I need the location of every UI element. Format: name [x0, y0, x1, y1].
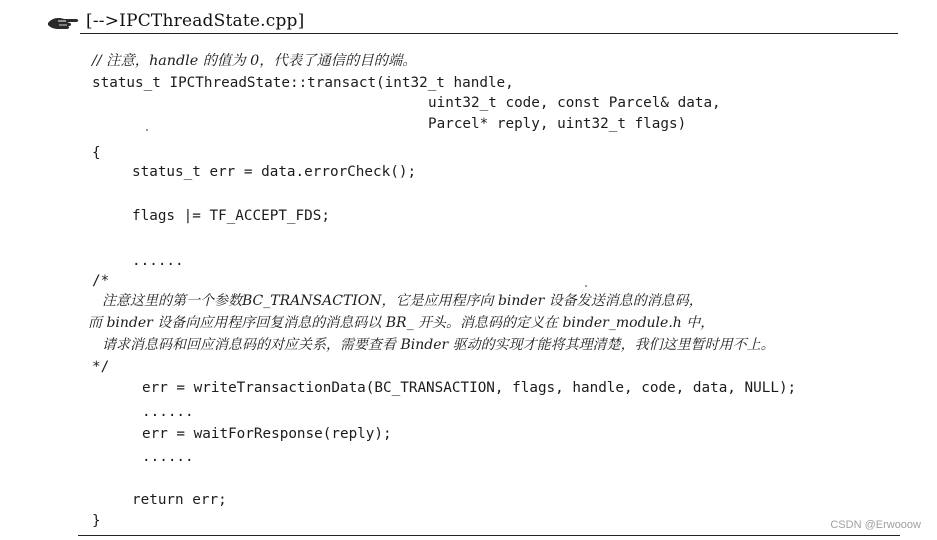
code-line-transact-params-end: Parcel* reply, uint32_t flags) — [428, 116, 687, 132]
watermark: CSDN @Erwooow — [830, 519, 921, 531]
code-comment-line: 注意这里的第一个参数BC_TRANSACTION，它是应用程序向 binder 设备发送消息的消息码， — [102, 293, 703, 309]
code-line-return: return err; — [132, 492, 227, 508]
code-line-transact-params: uint32_t code, const Parcel& data, — [428, 95, 721, 111]
code-ellipsis: ...... — [142, 449, 194, 465]
pointing-hand-icon — [46, 9, 82, 33]
file-title: [-->IPCThreadState.cpp] — [86, 11, 305, 31]
file-header — [46, 8, 304, 34]
code-ellipsis: ...... — [132, 253, 184, 269]
code-comment-line: 请求消息码和回应消息码的对应关系，需要查看 Binder 驱动的实现才能将其理清楚，我们这里暂时用不上。 — [102, 337, 775, 353]
code-open-brace: { — [92, 145, 101, 161]
top-divider — [80, 33, 898, 34]
code-line-transact-signature: status_t IPCThreadState::transact(int32_t handle, — [92, 75, 514, 91]
code-line-flags: flags |= TF_ACCEPT_FDS; — [132, 208, 330, 224]
bottom-divider — [78, 535, 900, 536]
code-comment-handle: // 注意，handle 的值为 0，代表了通信的目的端。 — [92, 53, 417, 69]
code-comment-line: 而 binder 设备向应用程序回复消息的消息码以 BR_ 开头。消息码的定义在 binder_module.h 中， — [88, 315, 715, 331]
code-close-brace: } — [92, 513, 101, 529]
code-comment-open: /* — [92, 273, 110, 289]
print-speck — [585, 285, 587, 287]
code-line-wait-response: err = waitForResponse(reply); — [142, 426, 392, 442]
code-line-error-check: status_t err = data.errorCheck(); — [132, 164, 417, 180]
code-ellipsis: ...... — [142, 404, 194, 420]
print-speck — [146, 129, 148, 131]
code-comment-close: */ — [92, 359, 110, 375]
code-line-write-transaction: err = writeTransactionData(BC_TRANSACTION, flags, handle, code, data, NULL); — [142, 380, 797, 396]
